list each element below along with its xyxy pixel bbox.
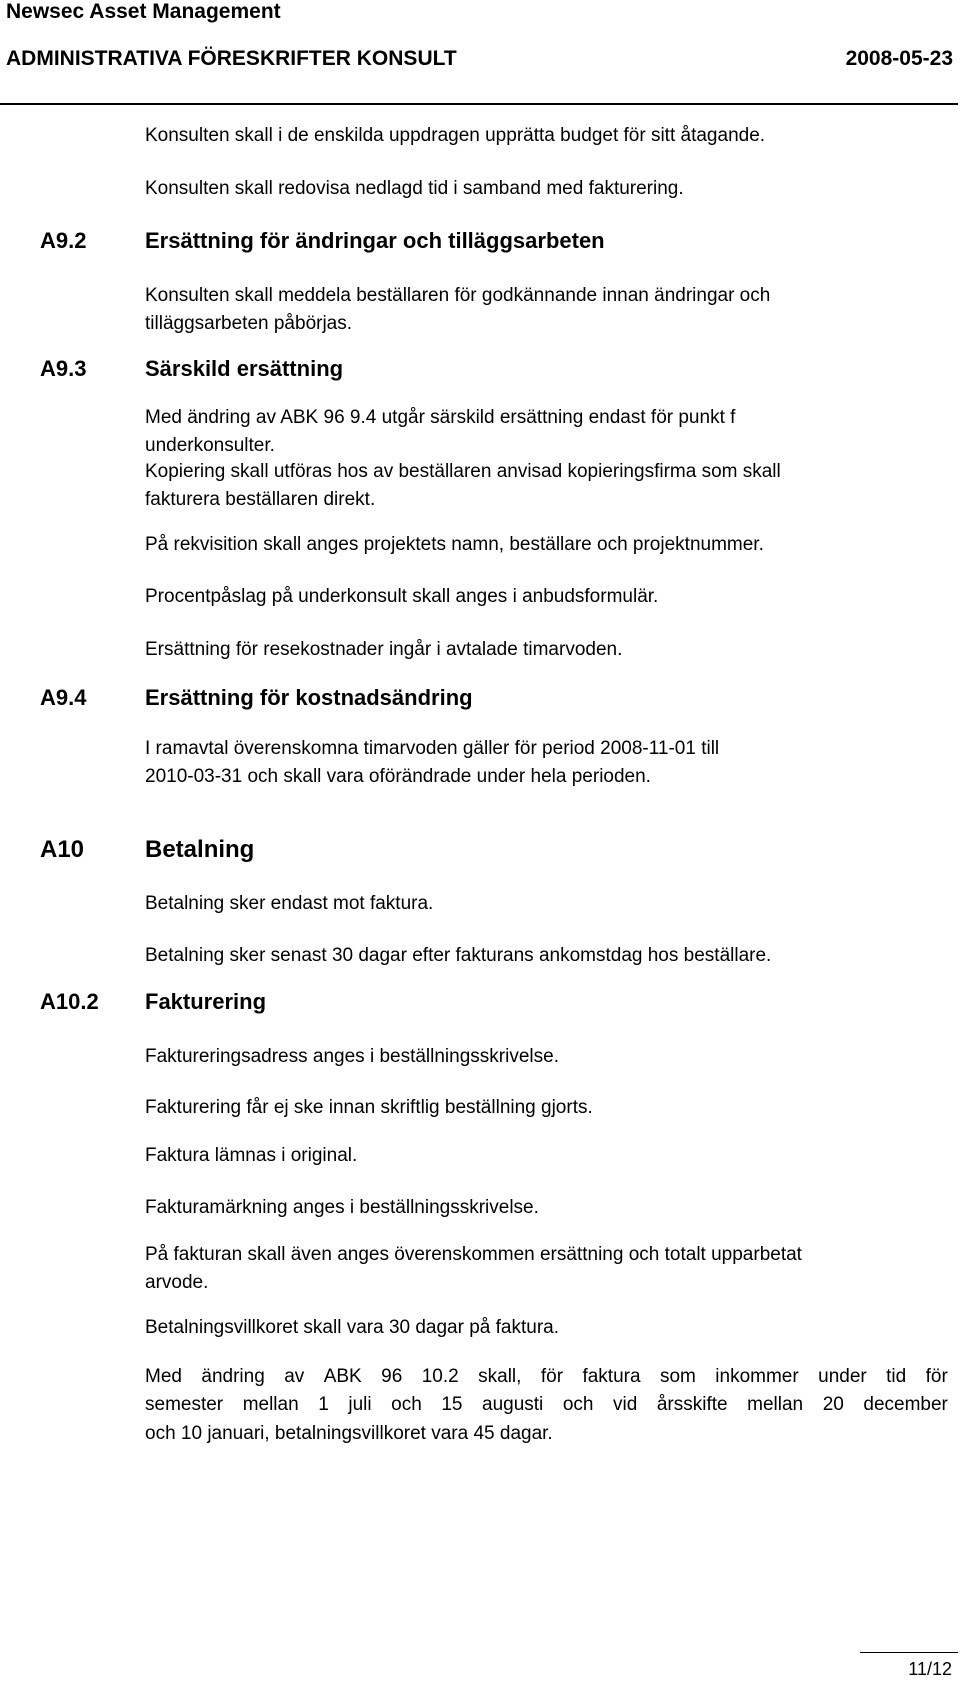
- word: semester: [145, 1394, 224, 1415]
- word: ABK: [323, 1366, 362, 1387]
- a9-2-paragraph-line-2: tilläggsarbeten påbörjas.: [145, 313, 353, 334]
- a9-3-paragraph-2-line-1: Kopiering skall utföras hos av beställaren anvisad kopieringsfirma som skall: [145, 461, 781, 482]
- intro-paragraph-2: Konsulten skall redovisa nedlagd tid i samband med fakturering.: [145, 178, 684, 199]
- word: mellan: [242, 1394, 299, 1415]
- word: och: [391, 1394, 422, 1415]
- word: 15: [441, 1394, 463, 1415]
- a10-2-paragraph-6: Betalningsvillkoret skall vara 30 dagar på faktura.: [145, 1317, 560, 1338]
- section-number-a9-3: A9.3: [40, 356, 87, 381]
- page-number: 11/12: [908, 1659, 952, 1679]
- a9-3-paragraph-2: [145, 458, 781, 514]
- word: för: [925, 1366, 948, 1387]
- a9-4-paragraph-line-1: I ramavtal överenskomna timarvoden gäller för period 2008-11-01 till: [145, 738, 720, 759]
- a9-3-paragraph-4: Procentpåslag på underkonsult skall anges i anbudsformulär.: [145, 586, 659, 607]
- a9-3-paragraph-1-line-1: Med ändring av ABK 96 9.4 utgår särskild ersättning endast för punkt f: [145, 407, 736, 428]
- word: 96: [381, 1366, 403, 1387]
- section-heading-a9-3: Särskild ersättning: [145, 356, 344, 381]
- word: december: [863, 1394, 948, 1415]
- header-divider: [0, 103, 958, 105]
- section-heading-a9-4: Ersättning för kostnadsändring: [145, 685, 473, 710]
- word: under: [818, 1366, 867, 1387]
- a9-3-paragraph-1-line-2: underkonsulter.: [145, 435, 275, 456]
- word: och: [562, 1394, 594, 1415]
- word: som: [659, 1366, 696, 1387]
- word: årsskifte: [656, 1394, 728, 1415]
- document-date: 2008-05-23: [845, 47, 953, 70]
- word: Med: [145, 1366, 182, 1387]
- word: av: [284, 1366, 305, 1387]
- a10-2-paragraph-5-line-2: arvode.: [145, 1272, 209, 1293]
- intro-paragraph-1: Konsulten skall i de enskilda uppdragen upprätta budget för sitt åtagande.: [145, 125, 766, 146]
- a10-2-paragraph-7-line-2: [145, 1394, 948, 1416]
- company-name: Newsec Asset Management: [6, 0, 281, 23]
- word: 20: [822, 1394, 844, 1415]
- section-heading-a10: Betalning: [145, 836, 255, 863]
- a10-paragraph-1: Betalning sker endast mot faktura.: [145, 893, 434, 914]
- word: mellan: [747, 1394, 804, 1415]
- a10-2-paragraph-5: [145, 1241, 802, 1297]
- word: faktura: [582, 1366, 641, 1387]
- word: skall,: [478, 1366, 522, 1387]
- footer-divider: [860, 1652, 958, 1653]
- a9-2-paragraph-line-1: Konsulten skall meddela beställaren för godkännande innan ändringar och: [145, 285, 771, 306]
- word: vid: [613, 1394, 638, 1415]
- a10-2-paragraph-2: Fakturering får ej ske innan skriftlig beställning gjorts.: [145, 1097, 593, 1118]
- a9-3-paragraph-5: Ersättning för resekostnader ingår i avtalade timarvoden.: [145, 639, 623, 660]
- section-number-a10-2: A10.2: [40, 989, 99, 1014]
- section-number-a9-2: A9.2: [40, 228, 87, 253]
- a9-3-paragraph-2-line-2: fakturera beställaren direkt.: [145, 489, 376, 510]
- word: 10.2: [421, 1366, 459, 1387]
- a10-2-paragraph-1: Faktureringsadress anges i beställningsskrivelse.: [145, 1046, 559, 1067]
- section-number-a9-4: A9.4: [40, 685, 87, 710]
- word: 1: [318, 1394, 329, 1415]
- a10-2-paragraph-7-line-1: [145, 1366, 948, 1388]
- a9-2-paragraph: [145, 282, 770, 338]
- a10-2-paragraph-3: Faktura lämnas i original.: [145, 1145, 358, 1166]
- a10-2-paragraph-7-line-3: och 10 januari, betalningsvillkoret vara 45 dagar.: [145, 1423, 553, 1444]
- word: för: [540, 1366, 564, 1387]
- a10-2-paragraph-4: Fakturamärkning anges i beställningsskrivelse.: [145, 1197, 539, 1218]
- a9-3-paragraph-3: På rekvisition skall anges projektets namn, beställare och projektnummer.: [145, 534, 764, 555]
- a10-2-paragraph-5-line-1: På fakturan skall även anges överenskommen ersättning och totalt upparbetat: [145, 1244, 802, 1265]
- a9-4-paragraph: [145, 735, 719, 791]
- a9-4-paragraph-line-2: 2010-03-31 och skall vara oförändrade under hela perioden.: [145, 766, 651, 787]
- word: tid: [886, 1366, 907, 1387]
- word: ändring: [201, 1366, 265, 1387]
- word: augusti: [482, 1394, 544, 1415]
- section-number-a10: A10: [40, 836, 85, 863]
- word: inkommer: [715, 1366, 799, 1387]
- section-heading-a9-2: Ersättning för ändringar och tilläggsarbeten: [145, 228, 605, 253]
- document-title: ADMINISTRATIVA FÖRESKRIFTER KONSULT: [6, 47, 457, 70]
- section-heading-a10-2: Fakturering: [145, 989, 267, 1014]
- word: juli: [348, 1394, 372, 1415]
- a9-3-paragraph-1: [145, 404, 735, 460]
- a10-paragraph-2: Betalning sker senast 30 dagar efter fakturans ankomstdag hos beställare.: [145, 945, 772, 966]
